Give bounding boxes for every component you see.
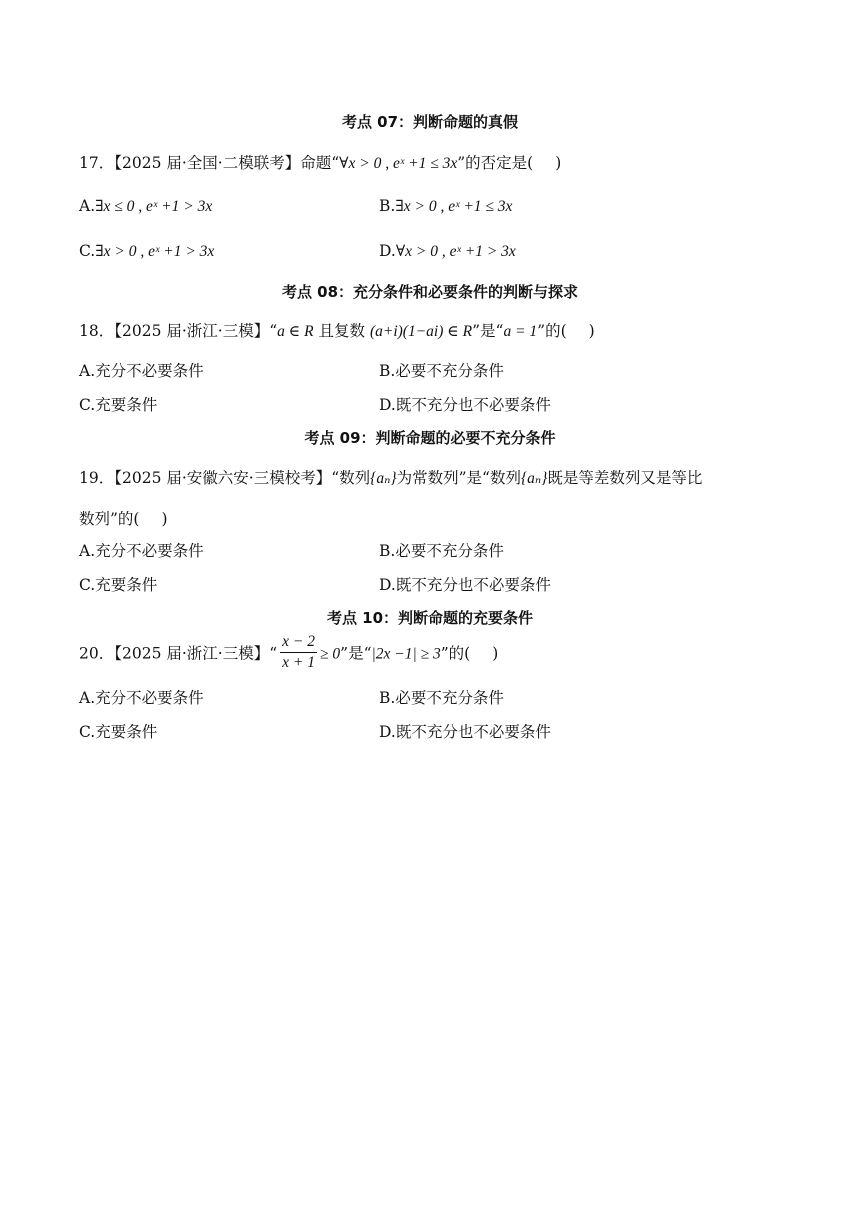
question-source: 【2025 届·安徽六安·三模校考】	[114, 469, 332, 487]
question-formula: {aₙ}	[370, 470, 397, 487]
question-text: 既是等差数列又是等比	[547, 469, 703, 487]
option-text: 充分不必要条件	[95, 362, 204, 380]
option-label: D.	[379, 396, 396, 414]
option-text: ∀x > 0 , eˣ +1 > 3x	[395, 243, 516, 260]
question-17	[79, 151, 561, 173]
option-b	[379, 539, 504, 561]
question-close: )	[588, 322, 595, 340]
option-d	[379, 393, 551, 415]
option-d	[379, 242, 516, 261]
question-text: 数列”的(	[79, 510, 140, 528]
option-text: 既不充分也不必要条件	[395, 723, 551, 741]
question-text: ”的否定是(	[457, 154, 534, 172]
option-d	[379, 720, 551, 742]
question-text: 命题“	[300, 154, 340, 172]
question-text: ”的(	[537, 322, 567, 340]
question-19	[79, 466, 702, 488]
option-label: A.	[79, 362, 96, 380]
question-number: 20．	[79, 644, 115, 663]
option-text: 充要条件	[95, 576, 158, 594]
option-text: 充分不必要条件	[95, 542, 204, 560]
question-formula: ≥ 0	[320, 645, 341, 663]
option-c	[79, 242, 214, 261]
section-heading: 考点 10：判断命题的充要条件	[326, 609, 534, 627]
question-text: 为常数列”是“数列	[396, 469, 521, 487]
option-label: C.	[79, 242, 96, 260]
option-text: 必要不充分条件	[395, 689, 504, 707]
option-text: ∃x > 0 , eˣ +1 ≤ 3x	[395, 198, 513, 215]
question-text: “	[269, 322, 278, 340]
option-c	[79, 393, 157, 415]
option-text: 充要条件	[95, 723, 158, 741]
option-a	[79, 197, 212, 216]
option-label: B.	[379, 362, 396, 380]
question-formula: a = 1	[503, 323, 538, 340]
section-heading: 考点 08：充分条件和必要条件的判断与探求	[281, 283, 579, 301]
option-label: B.	[379, 689, 396, 707]
option-label: A.	[79, 197, 96, 215]
question-source: 【2025 届·浙江·三模】	[114, 644, 270, 663]
question-text: ”的(	[440, 644, 471, 663]
question-close: )	[161, 510, 168, 528]
option-d	[379, 573, 551, 595]
option-text: 既不充分也不必要条件	[395, 396, 551, 414]
option-c	[79, 573, 157, 595]
question-number: 17．	[79, 154, 115, 172]
fraction	[280, 632, 317, 673]
option-label: D.	[379, 723, 396, 741]
option-label: D.	[379, 576, 396, 594]
fraction-denominator: x + 1	[282, 654, 315, 671]
option-text: 既不充分也不必要条件	[395, 576, 551, 594]
question-formula: ∀x > 0 , eˣ +1 ≤ 3x	[339, 155, 458, 172]
question-formula: |2x −1| ≥ 3	[371, 645, 441, 663]
question-formula: a ∈ R	[277, 323, 314, 340]
option-b	[379, 359, 504, 381]
option-b	[379, 197, 512, 216]
question-source: 【2025 届·全国·二模联考】	[114, 154, 301, 172]
option-label: D.	[379, 242, 396, 260]
option-a	[79, 539, 204, 561]
option-text: 必要不充分条件	[395, 542, 504, 560]
question-close: )	[492, 644, 499, 663]
question-18	[79, 319, 595, 341]
option-label: A.	[79, 542, 96, 560]
option-a	[79, 686, 204, 708]
option-label: C.	[79, 576, 96, 594]
option-text: 充分不必要条件	[95, 689, 204, 707]
question-formula: (a+i)(1−ai) ∈ R	[369, 323, 473, 340]
question-19-line-2	[79, 507, 168, 529]
option-label: B.	[379, 542, 396, 560]
question-20	[79, 634, 498, 675]
option-text: 必要不充分条件	[395, 362, 504, 380]
option-label: B.	[379, 197, 396, 215]
question-formula: {aₙ}	[520, 470, 548, 487]
question-text: ”是“	[340, 644, 372, 663]
option-b	[379, 686, 504, 708]
question-source: 【2025 届·浙江·三模】	[114, 322, 270, 340]
question-number: 19．	[79, 469, 115, 487]
option-c	[79, 720, 157, 742]
option-a	[79, 359, 204, 381]
option-text: ∃x > 0 , eˣ +1 > 3x	[95, 243, 215, 260]
section-heading: 考点 09：判断命题的必要不充分条件	[304, 429, 556, 447]
question-text: ”是“	[472, 322, 504, 340]
question-text: 且复数	[313, 322, 370, 340]
question-text: “数列	[331, 469, 371, 487]
question-number: 18．	[79, 322, 115, 340]
fraction-numerator: x − 2	[280, 632, 317, 653]
section-heading: 考点 07：判断命题的真假	[341, 113, 519, 131]
option-text: 充要条件	[95, 396, 158, 414]
question-close: )	[555, 154, 562, 172]
option-text: ∃x ≤ 0 , eˣ +1 > 3x	[95, 198, 213, 215]
option-label: C.	[79, 723, 96, 741]
option-label: C.	[79, 396, 96, 414]
option-label: A.	[79, 689, 96, 707]
question-text: “	[269, 644, 278, 663]
